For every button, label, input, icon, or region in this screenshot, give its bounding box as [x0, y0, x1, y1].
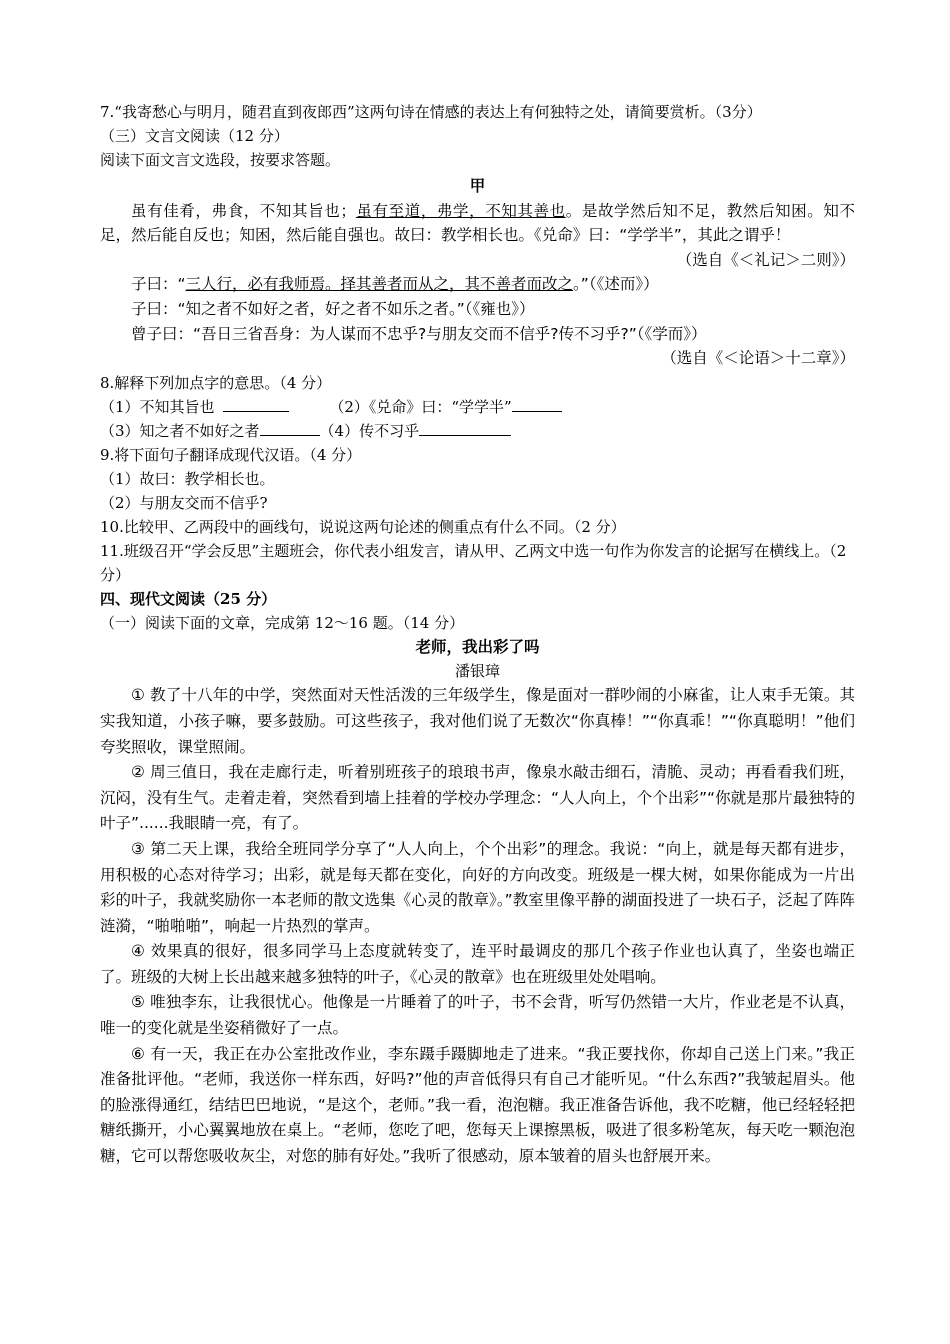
passage-jia-text-a: 虽有佳肴，弗食，不知其旨也；	[131, 201, 356, 220]
section-3-title: （三）文言文阅读（12 分）	[100, 127, 289, 145]
article-paragraph-2: ② 周三值日，我在走廊行走，听着别班孩子的琅琅书声，像泉水敲击细石，清脆、灵动；再看看我们班，沉闷，没有生气。走着走着，突然看到墙上挂着的学校办学理念：“人人向上，个个出彩”“你就是那片最独特的叶子”......我眼睛一亮，有了。	[100, 763, 855, 833]
passage-yi-line-1-b: 。”（《述而》）	[573, 275, 659, 294]
passage-yi-line-2: 子曰：“知之者不如好之者，好之者不如乐之者。”（《雍也》）	[131, 299, 535, 318]
question-9-item-1: （1）故曰：教学相长也。	[100, 469, 275, 488]
passage-jia-text-b: 。是故学然后知不足，教然后知困。知不足，然后能自反也；知困，然后能自强也。故曰：教学相长也。《兑命》曰：“学学半”，其此之谓乎！	[100, 201, 855, 245]
section-3-intro: 阅读下面文言文选段，按要求答题。	[100, 151, 341, 169]
question-8-item-2: （2）《兑命》曰：“学学半”	[329, 397, 512, 416]
question-11: 11.班级召开“学会反思”主题班会，你代表小组发言，请从甲、乙两文中选一句作为你发言的论据写在横线上。（2 分）	[100, 541, 847, 584]
question-9-item-2: （2）与朋友交而不信乎?	[100, 493, 268, 512]
passage-yi-line-1-a: 子曰：“	[131, 275, 186, 294]
passage-yi-underlined-sentence: 三人行，必有我师焉。择其善者而从之，其不善者而改之	[185, 275, 574, 294]
answer-blank[interactable]	[419, 421, 511, 436]
answer-blank[interactable]	[512, 397, 562, 412]
section-4-subtitle: （一）阅读下面的文章，完成第 12～16 题。（14 分）	[100, 613, 465, 632]
question-8-item-4: （4）传不习乎	[319, 421, 420, 440]
passage-yi-line-1	[100, 272, 855, 297]
article-paragraph-4: ④ 效果真的很好，很多同学马上态度就转变了，连平时最调皮的那几个孩子作业也认真了，坐姿也端正了。班级的大树上长出越来越多独特的叶子，《心灵的散章》也在班级里处处唱响。	[100, 942, 855, 986]
passage-jia-title: 甲	[469, 177, 486, 195]
passage-jia-source: （选自《＜礼记＞二则》）	[676, 250, 855, 269]
article-paragraph-6: ⑥ 有一天，我正在办公室批改作业，李东蹑手蹑脚地走了进来。“我正要找你，你却自己送上门来。”我正准备批评他。“老师，我送你一样东西，好吗?”他的声音低得只有自己才能听见。“什么东西?”我皱起眉头。他的脸涨得通红，结结巴巴地说，“是这个，老师。”我一看，泡泡糖。我正准备告诉他，我不吃糖，他已经轻轻把糖纸撕开，小心翼翼地放在桌上。“老师，您吃了吧，您每天上课擦黑板，吸进了很多粉笔灰，每天吃一颗泡泡糖，它可以帮您吸收灰尘，对您的肺有好处。”我听了很感动，原本皱着的眉头也舒展开来。	[100, 1044, 855, 1166]
question-10: 10.比较甲、乙两段中的画线句，说说这两句论述的侧重点有什么不同。（2 分）	[100, 517, 626, 536]
answer-blank[interactable]	[223, 397, 289, 412]
question-7: 7.“我寄愁心与明月，随君直到夜郎西”这两句诗在情感的表达上有何独特之处，请简要赏析。（3分）	[100, 103, 762, 121]
exam-page	[100, 100, 855, 1170]
article-paragraph-5: ⑤ 唯独李东，让我很忧心。他像是一片睡着了的叶子，书不会背，听写仍然错一大片，作业老是不认真，唯一的变化就是坐姿稍微好了一点。	[100, 993, 855, 1038]
question-8-item-1: （1）不知其旨也	[100, 397, 215, 416]
article-title: 老师，我出彩了吗	[415, 637, 540, 656]
article-paragraph-1: ① 教了十八年的中学，突然面对天性活泼的三年级学生，像是面对一群吵闹的小麻雀，让人束手无策。其实我知道，小孩子嘛，要多鼓励。可这些孩子，我对他们说了无数次“你真棒！”“你真乖！”“你真聪明！”他们夸奖照收，课堂照闹。	[100, 686, 855, 756]
question-9-title: 9.将下面句子翻译成现代汉语。（4 分）	[100, 445, 362, 464]
question-8-title: 8.解释下列加点字的意思。（4 分）	[100, 373, 332, 392]
question-8-row-1	[100, 395, 855, 419]
article-paragraph-3: ③ 第二天上课，我给全班同学分享了“人人向上，个个出彩”的理念。我说：“向上，就是每天都有进步，用积极的心态对待学习；出彩，就是每天都在变化，向好的方向改变。班级是一棵大树，如果你能成为一片出彩的叶子，我就奖励你一本老师的散文选集《心灵的散章》。”教室里像平静的湖面投进了一块石子，泛起了阵阵涟漪，“啪啪啪”，响起一片热烈的掌声。	[100, 839, 855, 935]
section-4-title: 四、现代文阅读（25 分）	[100, 589, 277, 608]
passage-yi-line-3: 曾子曰：“吾日三省吾身：为人谋而不忠乎?与朋友交而不信乎?传不习乎?”（《学而》）	[131, 324, 707, 343]
question-8-row-2	[100, 419, 855, 443]
answer-blank[interactable]	[260, 421, 320, 436]
article-author: 潘银璋	[454, 662, 500, 681]
question-8-item-3: （3）知之者不如好之者	[100, 421, 260, 440]
passage-jia-text	[100, 199, 855, 248]
passage-yi-source: （选自《＜论语＞十二章》）	[661, 349, 855, 368]
passage-jia-underlined-sentence: 虽有至道，弗学，不知其善也	[355, 201, 566, 220]
